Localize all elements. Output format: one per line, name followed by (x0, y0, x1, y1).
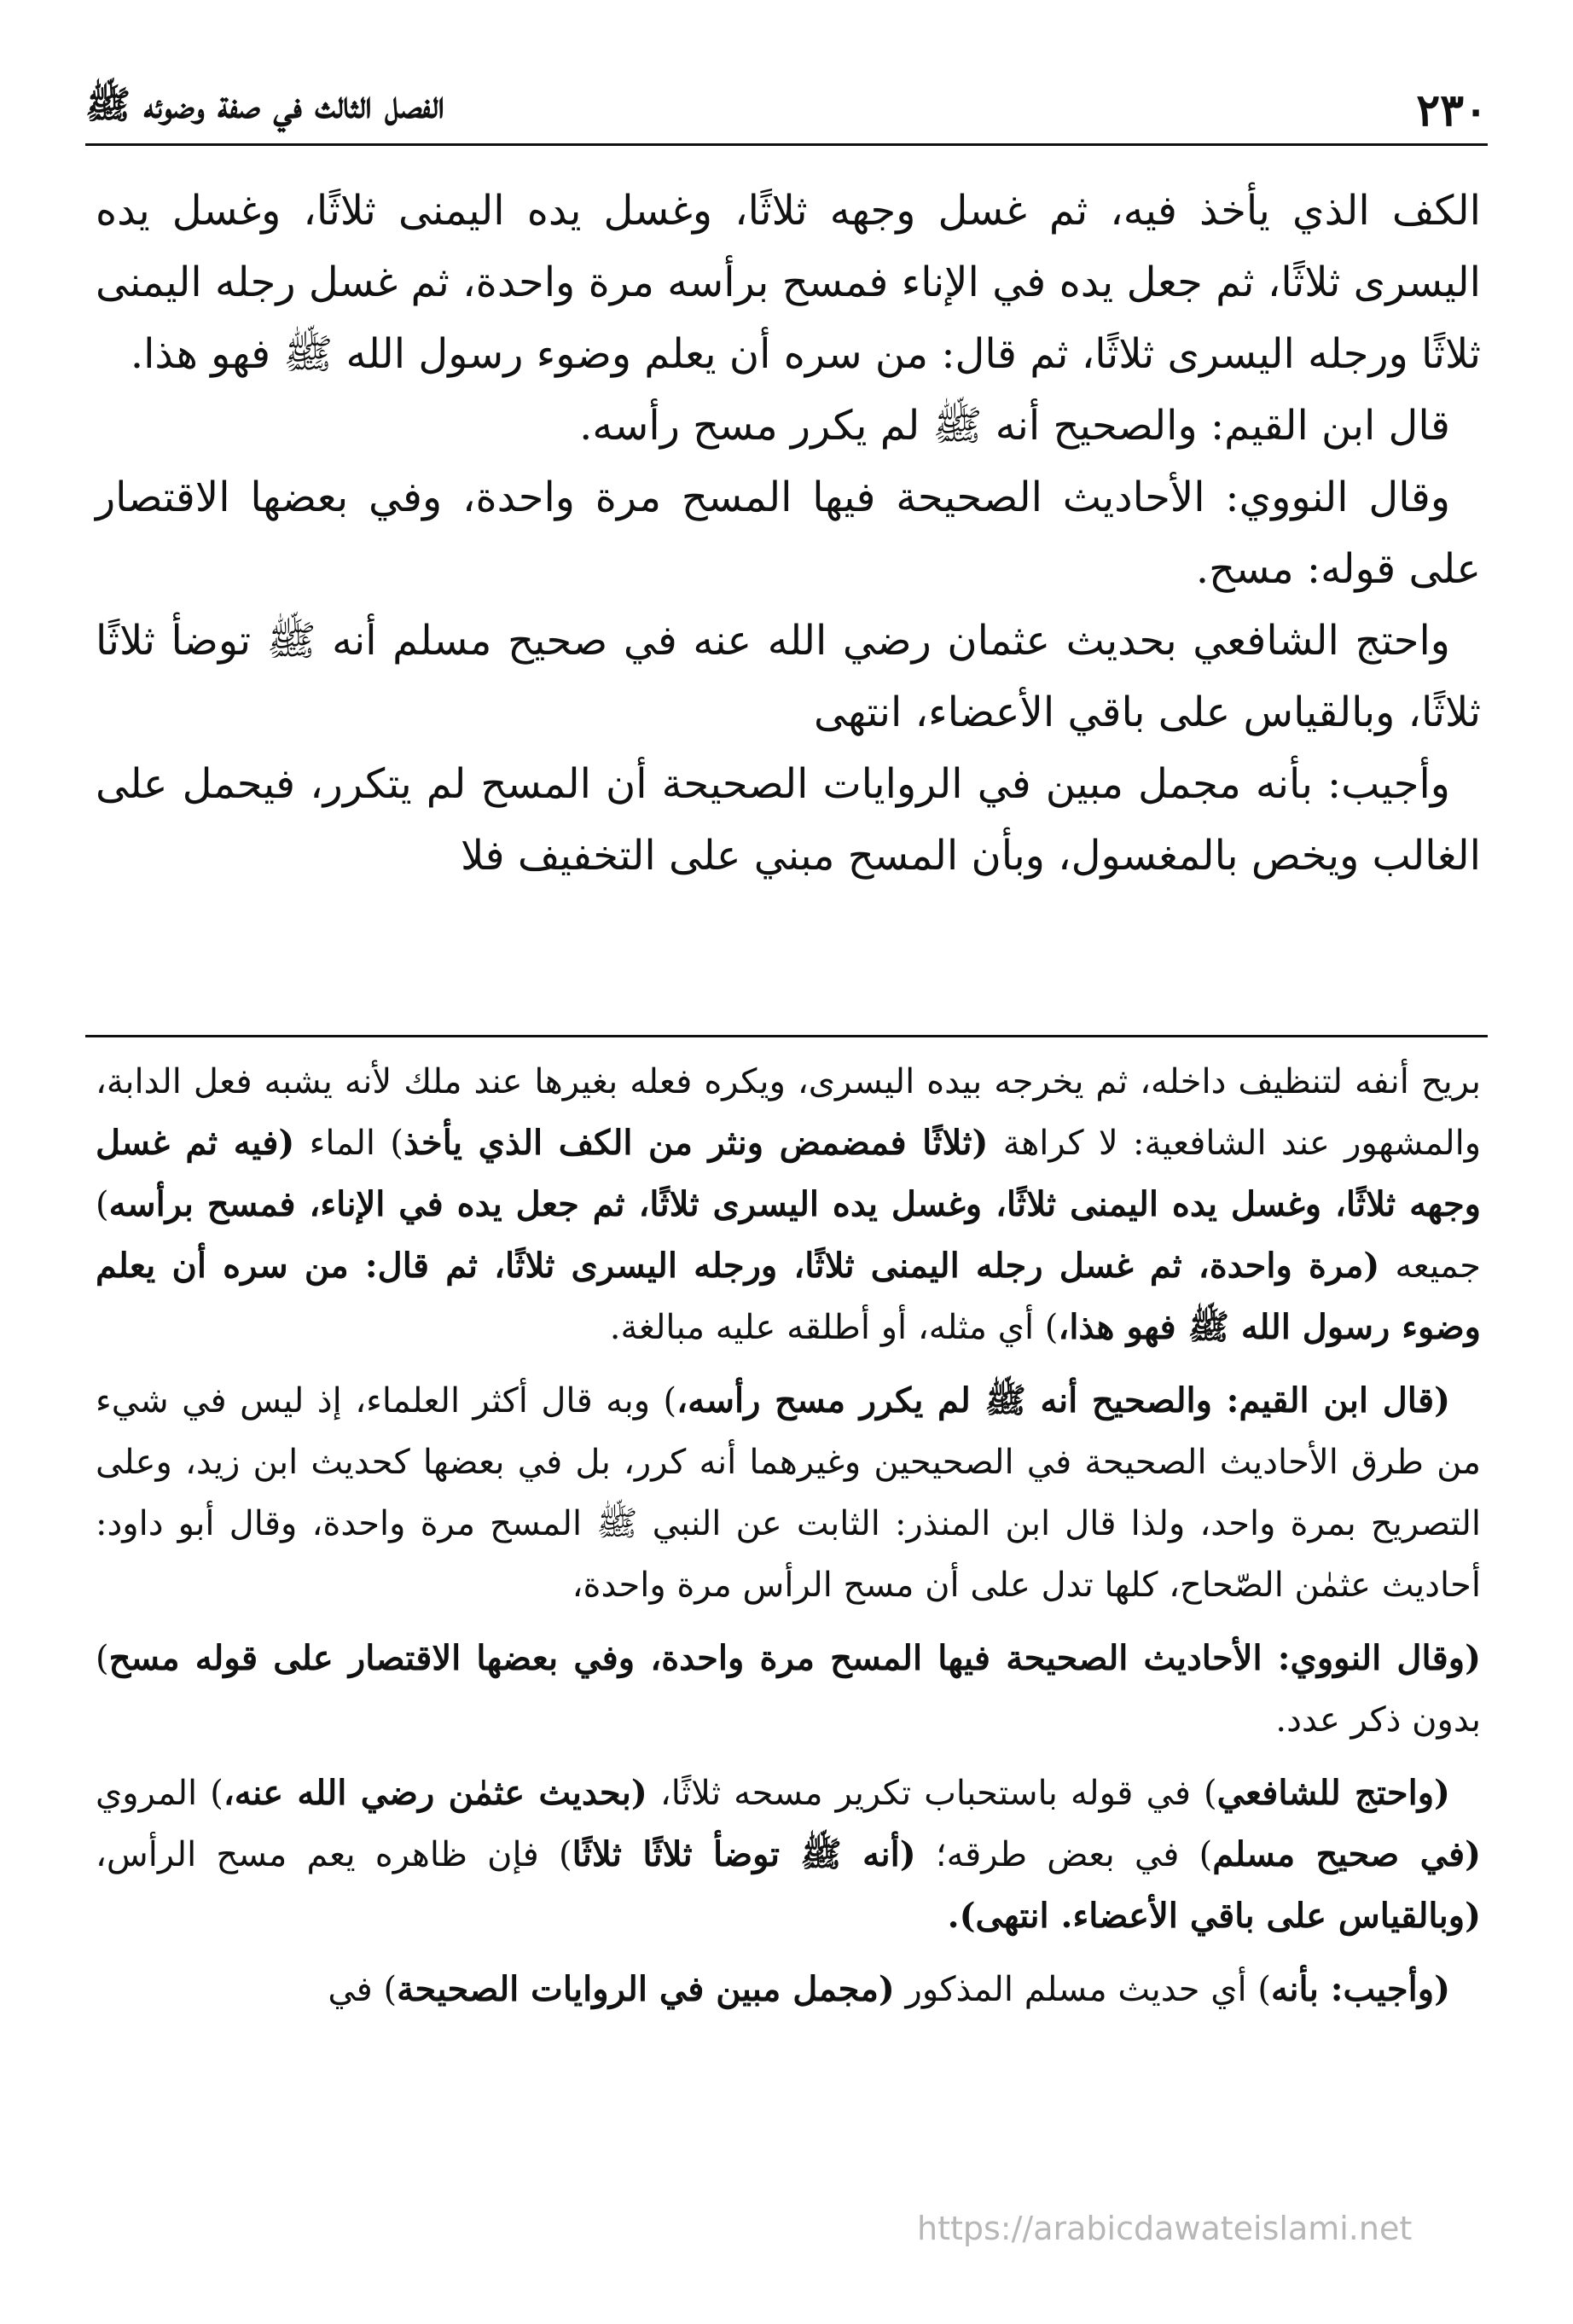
commentary-text-run: ) فإن ظاهره يعم مسح الرأس، (96, 1835, 572, 1874)
commentary-text-run: ) في بعض طرقه؛ (915, 1835, 1213, 1874)
main-paragraph: وقال النووي: الأحاديث الصحيحة فيها المسح مرة واحدة، وفي بعضها الاقتصار على قوله: مسح. (96, 474, 1481, 593)
quoted-text: (فيه ثم غسل وجهه ثلاثًا، وغسل يده اليمنى ثلاثًا، وغسل يده اليسرى ثلاثًا، ثم جعل يده في الإناء، فمسح برأسه (96, 1123, 1481, 1224)
commentary-text-run: ) في قوله باستحباب تكرير مسحه ثلاثًا، (647, 1774, 1217, 1813)
quoted-text: (قال ابن القيم: والصحيح أنه ﷺ لم يكرر مسح رأسه، (676, 1380, 1450, 1421)
commentary-text-run: ) في (328, 1970, 398, 2009)
quoted-text: (ثلاثًا فمضمض ونثر من الكف الذي يأخذ (403, 1123, 989, 1163)
commentary-text-run: بريح أنفه لتنظيف داخله، ثم يخرجه بيده اليسرى، ويكره فعله بغيرها عند ملك لأنه يشبه فعل الدابة، والمشهور عند الشافعية: لا كراهة (96, 1062, 1482, 1163)
commentary-text (96, 1051, 1481, 2032)
commentary-paragraph (96, 1959, 1481, 2020)
commentary-divider (85, 1035, 1488, 1037)
watermark-url[interactable]: https://arabicdawateislami.net (917, 2210, 1413, 2247)
main-paragraph: واحتج الشافعي بحديث عثمان رضي الله عنه في صحيح مسلم أنه ﷺ توضأ ثلاثًا ثلاثًا، وبالقياس على باقي الأعضاء، انتهى (96, 617, 1481, 736)
commentary-text-run: ) جميعه (96, 1185, 1481, 1286)
commentary-text-run: ) المروي (96, 1774, 223, 1813)
page-number: ٢٣٠ (1416, 84, 1488, 137)
main-paragraph: وأجيب: بأنه مجمل مبين في الروايات الصحيحة أن المسح لم يتكرر، فيحمل على الغالب ويخص بالمغسول، وبأن المسح مبني على التخفيف فلا (96, 760, 1481, 880)
quoted-text: (واحتج للشافعي (1216, 1773, 1450, 1813)
main-paragraph: قال ابن القيم: والصحيح أنه ﷺ لم يكرر مسح رأسه. (579, 402, 1450, 450)
quoted-text: (وأجيب: بأنه (1270, 1969, 1450, 2009)
commentary-paragraph (96, 1763, 1481, 1947)
header-divider (85, 143, 1488, 146)
quoted-text: (مجمل مبين في الروايات الصحيحة (397, 1969, 895, 2009)
page-header (85, 77, 1488, 137)
commentary-text-run: ) أي حديث مسلم المذكور (894, 1970, 1271, 2009)
main-text (96, 175, 1481, 892)
quoted-text: (أنه ﷺ توضأ ثلاثًا ثلاثًا (572, 1834, 916, 1874)
commentary-text-run: ) الماء (294, 1124, 403, 1163)
quoted-text: (مرة واحدة، ثم غسل رجله اليمنى ثلاثًا، ورجله اليسرى ثلاثًا، ثم قال: من سره أن يعلم وضوء رسول الله ﷺ فهو هذا، (96, 1246, 1481, 1347)
commentary-paragraph (96, 1628, 1481, 1751)
quoted-text: (في صحيح مسلم (1212, 1834, 1482, 1874)
commentary-text-run: ) بدون ذكر عدد. (96, 1639, 1481, 1740)
quoted-text: (بحديث عثمٰن رضي الله عنه، (223, 1773, 647, 1813)
commentary-paragraph (96, 1370, 1481, 1616)
commentary-paragraph (96, 1051, 1481, 1358)
quoted-text: (وبالقياس على باقي الأعضاء. انتهى). (947, 1896, 1481, 1936)
commentary-text-run: ) أي مثله، أو أطلقه عليه مبالغة. (609, 1308, 1059, 1347)
quoted-text: (وقال النووي: الأحاديث الصحيحة فيها المسح مرة واحدة، وفي بعضها الاقتصار على قوله مسح (108, 1638, 1482, 1678)
chapter-title: الفصل الثالث في صفة وضوئه ﷺ (85, 84, 444, 127)
main-paragraph: الكف الذي يأخذ فيه، ثم غسل وجهه ثلاثًا، وغسل يده اليمنى ثلاثًا، وغسل يده اليسرى ثلاثًا، ثم جعل يده في الإناء فمسح برأسه مرة واحدة، ثم غسل رجله اليمنى ثلاثًا ورجله اليسرى ثلاثًا، ثم قال: من سره أن يعلم وضوء رسول الله ﷺ فهو هذا. (96, 187, 1482, 378)
commentary-text-run: ) وبه قال أكثر العلماء، إذ ليس في شيء من طرق الأحاديث الصحيحة في الصحيحين وغيرهما أنه كرر، بل في بعضها كحديث ابن زيد، وعلى التصريح بمرة واحد، ولذا قال ابن المنذر: الثابت عن النبي ﷺ المسح مرة واحدة، وقال أبو داود: أحاديث عثمٰن الصّحاح، كلها تدل على أن مسح الرأس مرة واحدة، (96, 1381, 1481, 1605)
